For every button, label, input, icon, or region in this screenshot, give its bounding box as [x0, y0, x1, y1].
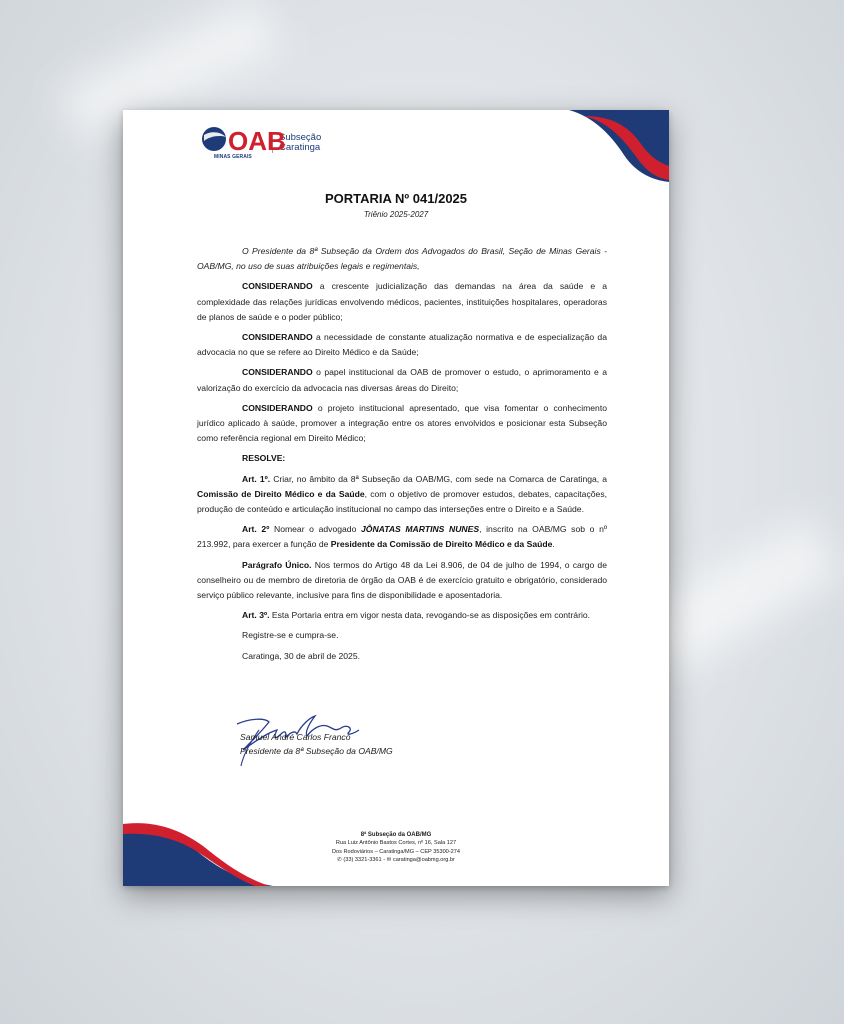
signatory-name: Samuel André Carlos Franco [240, 732, 351, 742]
considerando-text: a crescente judicialização das demandas na área da saúde e a complexidade das relações jurídicas envolvendo médicos, pacientes, instituições hospitalares, operadoras de planos de saúde e o poder público; [197, 281, 607, 322]
footer-address-1: Rua Luiz Antônio Bastos Cortes, nº 16, Sala 127 [335, 840, 457, 847]
article-2-text-mid: , inscrito na OAB/MG sob o nº 213.992, para exercer a função de [197, 524, 607, 550]
commission-name: Comissão de Direito Médico e da Saúde [197, 488, 365, 499]
footer-title: 8ª Subseção da OAB/MG [360, 832, 432, 838]
considerando-label: CONSIDERANDO [242, 332, 313, 343]
article-1-label: Art. 1º. [242, 473, 271, 484]
considerando-label: CONSIDERANDO [242, 281, 313, 292]
article-2-label: Art. 2º [242, 524, 270, 535]
oab-emblem-icon [200, 125, 286, 156]
email-icon: ✉ [386, 857, 392, 864]
footer-contact [123, 856, 669, 864]
footer-separator: - [383, 857, 387, 864]
signatory-role: Presidente da 8ª Subseção da OAB/MG [240, 746, 393, 756]
page-footer [123, 831, 669, 865]
subsection-line2: Caratinga [279, 142, 321, 153]
phone-icon: ✆ [337, 857, 342, 864]
considerando-label: CONSIDERANDO [242, 367, 313, 378]
subsection-line1: Subseção [279, 132, 322, 143]
paragrafo-unico [197, 558, 607, 604]
considerando-paragraph-1 [197, 279, 607, 325]
document-body [197, 244, 607, 669]
considerando-paragraph-3 [197, 365, 607, 395]
logo-region: MINAS GERAIS [214, 154, 252, 160]
article-3-text: Esta Portaria entra em vigor nesta data, revogando-se as disposições em contrário. [269, 610, 591, 621]
considerando-label: CONSIDERANDO [242, 402, 313, 413]
footer-address-2: Dos Rodoviários – Caratinga/MG – CEP 35300-274 [331, 848, 460, 855]
document-title: PORTARIA Nº 041/2025 [324, 191, 468, 206]
intro-paragraph: O Presidente da 8ª Subseção da Ordem dos Advogados do Brasil, Seção de Minas Gerais - OAB/MG, no uso de suas atribuições legais e regimentais, [197, 246, 607, 272]
article-3 [197, 608, 607, 623]
oab-logo [200, 125, 321, 165]
article-2-text-end: . [552, 539, 555, 550]
document-page [123, 110, 669, 886]
considerando-text: o projeto institucional apresentado, que visa fomentar o conhecimento jurídico aplicado à saúde, promover a integração entre os atores envolvidos e posicionar esta Subseção como referência regional em Direito Médico; [197, 402, 607, 444]
appointee-role: Presidente da Comissão de Direito Médico e da Saúde [330, 539, 553, 550]
article-1 [197, 472, 607, 518]
article-1-text-end: , com o objetivo de promover estudos, debates, capacitações, produção de conteúdo e articulação institucional no campo das interseções entre o Direito e a Saúde. [197, 488, 607, 515]
considerando-paragraph-4 [197, 401, 607, 447]
article-1-text: Criar, no âmbito da 8ª Subseção da OAB/MG, com sede na Comarca de Caratinga, a [270, 473, 608, 484]
corner-wave-top-right [529, 110, 669, 182]
article-2 [197, 522, 607, 552]
footer-email: caratinga@oabmg.org.br [392, 857, 455, 864]
oab-logo-mark [200, 125, 286, 165]
considerando-text: o papel institucional da OAB de promover o estudo, o aprimoramento e a valorização do exercício da advocacia nas diversas áreas do Direito; [197, 367, 607, 393]
appointee-name: JÔNATAS MARTINS NUNES [360, 524, 480, 535]
paragrafo-text: Nos termos do Artigo 48 da Lei 8.906, de 04 de julho de 1994, o cargo de conselheiro ou de membro de diretoria de órgão da OAB é de exercício gratuito e obrigatório, considerado serviço público relevante, inclusive para fins de disponibilidade e aposentadoria. [197, 559, 607, 601]
resolve-label: RESOLVE: [242, 453, 286, 464]
footer-phone: (33) 3321-3361 [343, 857, 382, 864]
considerando-text: a necessidade de constante atualização normativa e de especialização da advocacia no que se refere ao Direito Médico e da Saúde; [197, 332, 607, 358]
article-2-text: Nomear o advogado [269, 524, 361, 535]
considerando-paragraph-2 [197, 330, 607, 360]
closing-line: Registre-se e cumpra-se. [242, 630, 339, 641]
resolve-heading [197, 451, 607, 466]
article-3-label: Art. 3º. [242, 610, 270, 621]
document-subtitle: Triênio 2025-2027 [363, 210, 429, 219]
place-date: Caratinga, 30 de abril de 2025. [242, 650, 361, 661]
paragrafo-label: Parágrafo Único. [242, 559, 312, 570]
logo-acronym: OAB [228, 126, 286, 156]
